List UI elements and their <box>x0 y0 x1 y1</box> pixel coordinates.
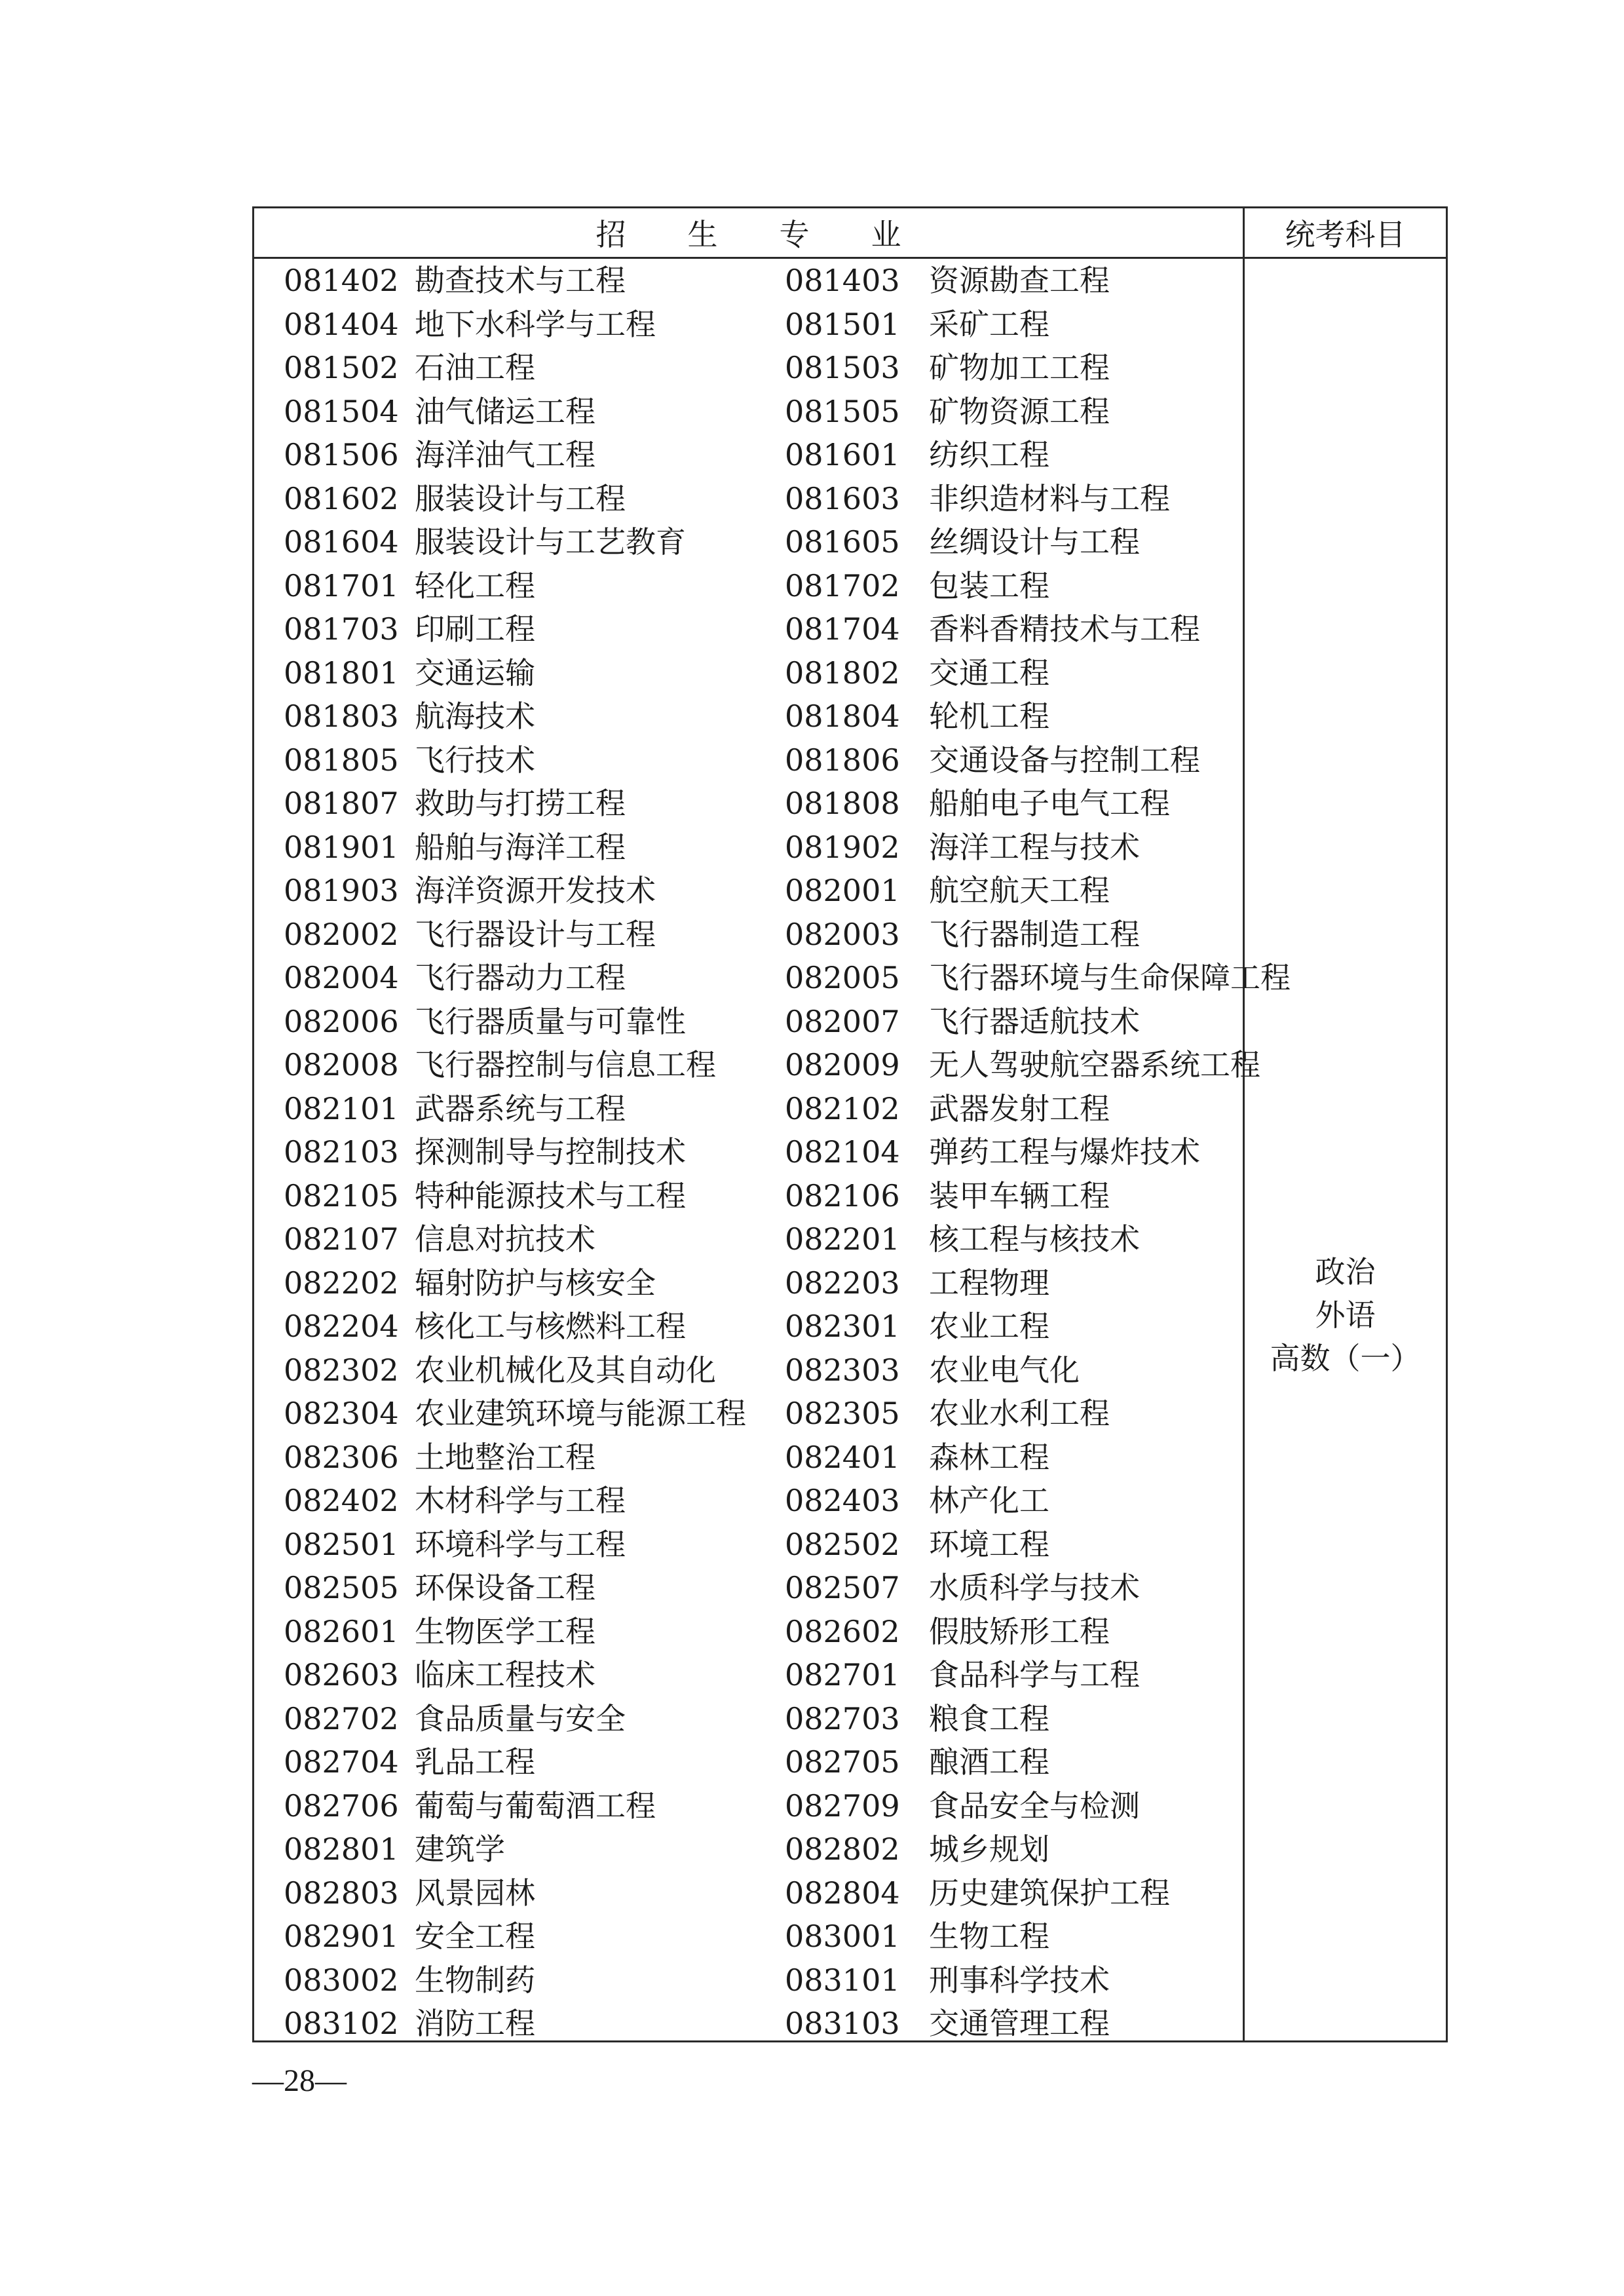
major-code: 082006 <box>284 1003 399 1039</box>
major-name: 木材科学与工程 <box>415 1483 626 1518</box>
major-code: 082001 <box>785 873 900 908</box>
major-code: 083102 <box>284 2006 399 2041</box>
major-code: 082804 <box>785 1875 900 1911</box>
majors-list <box>254 259 1291 2046</box>
major-code: 082709 <box>785 1788 900 1824</box>
header-char: 生 <box>687 217 718 252</box>
major-code: 081604 <box>284 524 399 560</box>
header-char: 招 <box>595 217 626 252</box>
major-code: 081807 <box>284 786 399 821</box>
major-name: 轮机工程 <box>929 698 1049 734</box>
major-name: 装甲车辆工程 <box>929 1177 1110 1214</box>
table-row <box>254 1740 1243 1784</box>
major-name: 丝绸设计与工程 <box>929 524 1140 560</box>
major-code: 082802 <box>785 1831 900 1867</box>
major-name: 轻化工程 <box>415 567 535 603</box>
major-code: 082009 <box>785 1047 900 1082</box>
exam-subject: 政治 <box>1315 1254 1376 1290</box>
major-name: 环境工程 <box>929 1526 1049 1562</box>
major-name: 弹药工程与爆炸技术 <box>929 1134 1200 1170</box>
table-row <box>254 695 1243 738</box>
major-name: 飞行器质量与可靠性 <box>415 1003 686 1039</box>
major-name: 林产化工 <box>929 1483 1049 1518</box>
major-code: 081902 <box>785 829 900 865</box>
header-major-title <box>254 208 1243 257</box>
table-row <box>254 1217 1243 1261</box>
table-row <box>254 1610 1243 1654</box>
major-code: 081804 <box>785 698 900 734</box>
major-code: 082008 <box>284 1047 399 1082</box>
major-name: 乳品工程 <box>415 1744 535 1780</box>
major-code: 082704 <box>284 1744 399 1780</box>
major-code: 081702 <box>785 567 900 603</box>
major-name: 葡萄与葡萄酒工程 <box>415 1788 656 1824</box>
header-char: 专 <box>779 217 810 252</box>
major-name: 香料香精技术与工程 <box>929 611 1200 647</box>
major-code: 082202 <box>284 1265 399 1301</box>
table-row <box>254 1130 1243 1174</box>
major-code: 082203 <box>785 1265 900 1301</box>
major-name: 船舶与海洋工程 <box>415 829 626 865</box>
major-code: 082005 <box>785 960 900 995</box>
major-code: 082003 <box>785 916 900 952</box>
major-name: 生物医学工程 <box>415 1613 595 1649</box>
table-row <box>254 564 1243 608</box>
table-row <box>254 390 1243 434</box>
major-name: 飞行器动力工程 <box>415 960 626 995</box>
major-code: 083002 <box>284 1962 399 1998</box>
major-name: 飞行器控制与信息工程 <box>415 1047 716 1082</box>
major-name: 服装设计与工程 <box>415 480 626 516</box>
table-row <box>254 738 1243 782</box>
major-code: 081901 <box>284 829 399 865</box>
major-code: 082803 <box>284 1875 399 1911</box>
major-code: 083101 <box>785 1962 900 1998</box>
major-name: 土地整治工程 <box>415 1439 595 1475</box>
table-row <box>254 1392 1243 1436</box>
table-row <box>254 1697 1243 1741</box>
major-code: 082706 <box>284 1788 399 1824</box>
major-code: 082705 <box>785 1744 900 1780</box>
major-code: 081801 <box>284 655 399 691</box>
majors-table <box>252 206 1448 2042</box>
major-code: 082304 <box>284 1396 399 1431</box>
major-code: 082505 <box>284 1570 399 1605</box>
major-name: 油气储运工程 <box>415 393 595 429</box>
major-name: 纺织工程 <box>929 437 1049 472</box>
major-code: 081404 <box>284 306 399 342</box>
major-code: 082701 <box>785 1657 900 1693</box>
table-row <box>254 1436 1243 1480</box>
major-code: 082603 <box>284 1657 399 1693</box>
major-name: 风景园林 <box>415 1875 535 1911</box>
major-code: 082104 <box>785 1134 900 1170</box>
major-name: 食品质量与安全 <box>415 1700 626 1736</box>
major-code: 082302 <box>284 1352 399 1388</box>
table-row <box>254 2002 1243 2046</box>
major-name: 建筑学 <box>415 1831 505 1867</box>
major-code: 081602 <box>284 480 399 516</box>
major-code: 081505 <box>785 393 900 429</box>
major-name: 印刷工程 <box>415 611 535 647</box>
major-name: 历史建筑保护工程 <box>929 1875 1170 1911</box>
major-name: 水质科学与技术 <box>929 1570 1140 1605</box>
table-row <box>254 651 1243 695</box>
header-subjects-title: 统考科目 <box>1285 217 1406 252</box>
major-name: 农业电气化 <box>929 1352 1080 1388</box>
major-code: 082303 <box>785 1352 900 1388</box>
header-char: 业 <box>871 217 901 252</box>
table-row <box>254 477 1243 521</box>
page-number: —28— <box>252 2063 347 2098</box>
major-code: 081402 <box>284 263 399 298</box>
major-name: 采矿工程 <box>929 306 1049 342</box>
major-name: 地下水科学与工程 <box>415 306 656 342</box>
major-code: 082402 <box>284 1483 399 1518</box>
major-name: 矿物资源工程 <box>929 393 1110 429</box>
table-row <box>254 1043 1260 1087</box>
major-code: 082502 <box>785 1526 900 1562</box>
major-name: 城乡规划 <box>929 1831 1049 1867</box>
major-name: 探测制导与控制技术 <box>415 1134 686 1170</box>
major-code: 082103 <box>284 1134 399 1170</box>
major-name: 信息对抗技术 <box>415 1221 595 1257</box>
table-row <box>254 303 1243 347</box>
exam-subject: 外语 <box>1315 1297 1376 1333</box>
major-name: 海洋油气工程 <box>415 437 595 472</box>
major-name: 环保设备工程 <box>415 1570 595 1605</box>
table-row <box>254 259 1243 303</box>
major-code: 082101 <box>284 1090 399 1126</box>
major-name: 农业工程 <box>929 1309 1049 1344</box>
table-row <box>254 826 1243 870</box>
major-code: 081605 <box>785 524 900 560</box>
major-name: 飞行器制造工程 <box>929 916 1140 952</box>
major-code: 081504 <box>284 393 399 429</box>
major-name: 海洋工程与技术 <box>929 829 1140 865</box>
major-name: 海洋资源开发技术 <box>415 873 656 908</box>
major-code: 082201 <box>785 1221 900 1257</box>
major-name: 服装设计与工艺教育 <box>415 524 686 560</box>
major-name: 武器发射工程 <box>929 1090 1110 1126</box>
major-code: 082306 <box>284 1439 399 1475</box>
major-code: 081501 <box>785 306 900 342</box>
major-code: 082602 <box>785 1613 900 1649</box>
table-row <box>254 607 1243 651</box>
table-row <box>254 1349 1243 1392</box>
table-row <box>254 1174 1243 1218</box>
major-code: 082004 <box>284 960 399 995</box>
major-name: 航空航天工程 <box>929 873 1110 908</box>
major-name: 食品安全与检测 <box>929 1788 1140 1824</box>
major-name: 救助与打捞工程 <box>415 786 626 821</box>
major-name: 武器系统与工程 <box>415 1090 626 1126</box>
table-row <box>254 1871 1243 1915</box>
major-name: 矿物加工工程 <box>929 350 1110 385</box>
major-code: 082601 <box>284 1613 399 1649</box>
major-name: 航海技术 <box>415 698 535 734</box>
major-code: 081808 <box>785 786 900 821</box>
table-row <box>254 1000 1243 1044</box>
table-row <box>254 1784 1243 1828</box>
major-name: 环境科学与工程 <box>415 1526 626 1562</box>
table-row <box>254 1566 1243 1610</box>
table-row <box>254 1915 1243 1959</box>
table-row <box>254 1087 1243 1131</box>
table-row <box>254 1479 1243 1523</box>
major-code: 082702 <box>284 1700 399 1736</box>
table-row <box>254 433 1243 477</box>
major-code: 082007 <box>785 1003 900 1039</box>
major-name: 生物工程 <box>929 1919 1049 1954</box>
table-row <box>254 1959 1243 2002</box>
major-name: 粮食工程 <box>929 1700 1049 1736</box>
major-name: 刑事科学技术 <box>929 1962 1110 1998</box>
major-code: 082507 <box>785 1570 900 1605</box>
major-name: 飞行器环境与生命保障工程 <box>929 960 1291 995</box>
major-name: 辐射防护与核安全 <box>415 1265 656 1301</box>
major-name: 飞行技术 <box>415 742 535 778</box>
table-row <box>254 346 1243 390</box>
major-code: 081603 <box>785 480 900 516</box>
major-name: 工程物理 <box>929 1265 1049 1301</box>
table-row <box>254 1261 1243 1305</box>
major-code: 082107 <box>284 1221 399 1257</box>
major-code: 082301 <box>785 1309 900 1344</box>
major-code: 082305 <box>785 1396 900 1431</box>
major-name: 特种能源技术与工程 <box>415 1177 686 1214</box>
major-name: 交通管理工程 <box>929 2006 1110 2041</box>
major-name: 核化工与核燃料工程 <box>415 1309 686 1344</box>
table-row <box>254 956 1291 1000</box>
major-name: 飞行器适航技术 <box>929 1003 1140 1039</box>
table-header <box>254 208 1446 259</box>
major-name: 农业建筑环境与能源工程 <box>415 1396 746 1431</box>
major-name: 酿酒工程 <box>929 1744 1049 1780</box>
exam-subjects <box>1245 1250 1446 1380</box>
major-name: 森林工程 <box>929 1439 1049 1475</box>
major-code: 082401 <box>785 1439 900 1475</box>
major-code: 081806 <box>785 742 900 778</box>
major-name: 消防工程 <box>415 2006 535 2041</box>
major-code: 081506 <box>284 437 399 472</box>
major-name: 生物制药 <box>415 1962 535 1998</box>
table-row <box>254 869 1243 913</box>
major-code: 081803 <box>284 698 399 734</box>
major-code: 081802 <box>785 655 900 691</box>
major-name: 勘查技术与工程 <box>415 263 626 298</box>
major-code: 081403 <box>785 263 900 298</box>
major-name: 交通工程 <box>929 655 1049 691</box>
major-code: 082703 <box>785 1700 900 1736</box>
major-name: 核工程与核技术 <box>929 1221 1140 1257</box>
major-code: 082204 <box>284 1309 399 1344</box>
major-code: 082002 <box>284 916 399 952</box>
major-name: 食品科学与工程 <box>929 1657 1140 1693</box>
exam-subject: 高数（一） <box>1270 1341 1421 1376</box>
major-name: 安全工程 <box>415 1919 535 1954</box>
major-code: 082403 <box>785 1483 900 1518</box>
major-name: 船舶电子电气工程 <box>929 786 1170 821</box>
major-name: 飞行器设计与工程 <box>415 916 656 952</box>
major-name: 交通运输 <box>415 655 535 691</box>
table-row <box>254 782 1243 826</box>
major-code: 082102 <box>785 1090 900 1126</box>
major-code: 081601 <box>785 437 900 472</box>
table-row <box>254 520 1243 564</box>
major-code: 082105 <box>284 1177 399 1214</box>
major-name: 石油工程 <box>415 350 535 385</box>
table-row <box>254 1653 1243 1697</box>
major-name: 交通设备与控制工程 <box>929 742 1200 778</box>
major-code: 082106 <box>785 1177 900 1214</box>
major-code: 081502 <box>284 350 399 385</box>
major-name: 假肢矫形工程 <box>929 1613 1110 1649</box>
major-code: 082801 <box>284 1831 399 1867</box>
table-row <box>254 1827 1243 1871</box>
major-code: 083103 <box>785 2006 900 2041</box>
major-code: 081703 <box>284 611 399 647</box>
table-row <box>254 913 1243 957</box>
table-row <box>254 1523 1243 1567</box>
major-code: 083001 <box>785 1919 900 1954</box>
major-code: 081704 <box>785 611 900 647</box>
major-code: 082901 <box>284 1919 399 1954</box>
major-name: 农业机械化及其自动化 <box>415 1352 716 1388</box>
major-code: 081503 <box>785 350 900 385</box>
major-name: 临床工程技术 <box>415 1657 595 1693</box>
major-code: 081805 <box>284 742 399 778</box>
table-row <box>254 1305 1243 1349</box>
major-name: 资源勘查工程 <box>929 263 1110 298</box>
major-code: 082501 <box>284 1526 399 1562</box>
major-code: 081903 <box>284 873 399 908</box>
major-name: 包装工程 <box>929 567 1049 603</box>
major-name: 无人驾驶航空器系统工程 <box>929 1047 1260 1082</box>
major-name: 非织造材料与工程 <box>929 480 1170 516</box>
major-name: 农业水利工程 <box>929 1396 1110 1431</box>
major-code: 081701 <box>284 567 399 603</box>
